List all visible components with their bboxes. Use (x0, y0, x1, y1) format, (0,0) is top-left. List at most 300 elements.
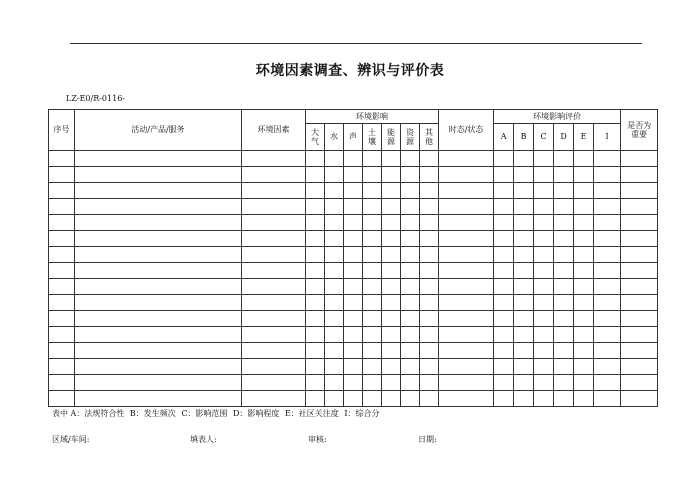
table-cell (574, 231, 594, 247)
table-cell (75, 247, 242, 263)
table-cell (594, 167, 621, 183)
footer-date-label: 日期: (418, 435, 437, 444)
table-cell (75, 327, 242, 343)
table-cell (75, 391, 242, 407)
table-cell (594, 359, 621, 375)
table-cell (49, 199, 75, 215)
table-cell (514, 343, 534, 359)
table-cell (494, 151, 514, 167)
table-cell (75, 215, 242, 231)
table-cell (325, 279, 344, 295)
table-cell (494, 231, 514, 247)
table-cell (420, 231, 439, 247)
header-environmental-factor: 环境因素 (242, 110, 306, 151)
table-cell (514, 183, 534, 199)
table-cell (621, 327, 658, 343)
table-cell (363, 391, 382, 407)
header-row-top (49, 110, 658, 124)
table-cell (574, 327, 594, 343)
table-cell (325, 151, 344, 167)
table-cell (242, 279, 306, 295)
header-eval-c: C (534, 124, 554, 151)
table-cell (439, 279, 494, 295)
table-cell (534, 151, 554, 167)
table-cell (574, 279, 594, 295)
assessment-table (48, 109, 658, 407)
table-cell (325, 263, 344, 279)
table-cell (534, 295, 554, 311)
table-cell (574, 215, 594, 231)
table-cell (534, 311, 554, 327)
legend-item-e: E：社区关注度 (284, 409, 339, 418)
table-cell (574, 199, 594, 215)
table-cell (344, 247, 363, 263)
table-cell (306, 151, 325, 167)
table-cell (49, 359, 75, 375)
table-cell (621, 279, 658, 295)
table-cell (242, 167, 306, 183)
table-cell (75, 311, 242, 327)
table-cell (420, 311, 439, 327)
table-cell (594, 279, 621, 295)
table-cell (439, 183, 494, 199)
header-impact-water (325, 124, 344, 151)
table-cell (242, 295, 306, 311)
table-cell (363, 279, 382, 295)
table-cell (344, 359, 363, 375)
table-cell (574, 359, 594, 375)
table-cell (242, 327, 306, 343)
table-cell (621, 231, 658, 247)
table-cell (401, 343, 420, 359)
table-cell (401, 295, 420, 311)
table-cell (382, 311, 401, 327)
table-cell (344, 311, 363, 327)
header-activity: 活动/产品/服务 (75, 110, 242, 151)
legend-item-c: C：影响范围 (181, 409, 228, 418)
header-is-important-line-1: 是否为 (627, 120, 652, 130)
table-cell (325, 183, 344, 199)
table-cell (554, 311, 574, 327)
header-impact-water-line-1: 水 (330, 132, 338, 142)
table-cell (344, 215, 363, 231)
table-cell (363, 263, 382, 279)
table-cell (242, 247, 306, 263)
table-cell (621, 215, 658, 231)
table-cell (574, 183, 594, 199)
header-eval-a: A (494, 124, 514, 151)
table-cell (534, 215, 554, 231)
table-cell (325, 167, 344, 183)
table-cell (344, 231, 363, 247)
table-cell (514, 295, 534, 311)
table-cell (439, 199, 494, 215)
table-cell (382, 199, 401, 215)
table-cell (306, 359, 325, 375)
table-cell (344, 263, 363, 279)
header-eval-i: I (594, 124, 621, 151)
table-cell (306, 327, 325, 343)
table-cell (594, 311, 621, 327)
header-impact-evaluation: 环境影响评价 (494, 110, 621, 124)
table-cell (554, 359, 574, 375)
table-cell (75, 151, 242, 167)
table-cell (420, 343, 439, 359)
header-impact-energy (382, 124, 401, 151)
table-cell (401, 311, 420, 327)
table-cell (401, 151, 420, 167)
legend-item-i: I：综合分 (344, 409, 380, 418)
table-cell (554, 295, 574, 311)
table-cell (325, 231, 344, 247)
table-cell (325, 295, 344, 311)
table-cell (621, 375, 658, 391)
header-impact-air-line-1: 大 (311, 127, 319, 137)
table-cell (534, 343, 554, 359)
table-cell (363, 183, 382, 199)
table-cell (75, 199, 242, 215)
header-impact-soil-line-2: 壤 (368, 137, 376, 146)
table-cell (382, 359, 401, 375)
table-cell (420, 199, 439, 215)
table-cell (363, 167, 382, 183)
table-cell (594, 183, 621, 199)
table-cell (325, 327, 344, 343)
table-cell (382, 343, 401, 359)
table-cell (554, 215, 574, 231)
table-cell (554, 263, 574, 279)
table-cell (401, 231, 420, 247)
table-cell (242, 391, 306, 407)
table-cell (494, 327, 514, 343)
table-cell (242, 231, 306, 247)
table-cell (401, 199, 420, 215)
table-cell (344, 151, 363, 167)
table-cell (49, 263, 75, 279)
table-row (49, 343, 658, 359)
table-cell (534, 183, 554, 199)
table-cell (554, 247, 574, 263)
table-cell (621, 199, 658, 215)
table-row (49, 231, 658, 247)
table-cell (420, 375, 439, 391)
table-cell (242, 263, 306, 279)
table-cell (439, 263, 494, 279)
table-cell (75, 263, 242, 279)
table-cell (554, 183, 574, 199)
table-cell (534, 199, 554, 215)
table-cell (514, 391, 534, 407)
table-row (49, 279, 658, 295)
table-cell (49, 183, 75, 199)
table-cell (494, 167, 514, 183)
table-cell (494, 215, 514, 231)
header-environmental-impact: 环境影响 (306, 110, 439, 124)
table-cell (514, 263, 534, 279)
table-cell (49, 391, 75, 407)
table-cell (594, 215, 621, 231)
table-cell (594, 263, 621, 279)
footer-reviewer-label: 审核: (308, 435, 327, 444)
table-row (49, 215, 658, 231)
table-cell (574, 343, 594, 359)
table-cell (554, 391, 574, 407)
table-cell (420, 167, 439, 183)
header-impact-air-line-2: 气 (311, 137, 319, 146)
table-cell (401, 279, 420, 295)
table-cell (382, 183, 401, 199)
table-cell (344, 183, 363, 199)
table-cell (594, 391, 621, 407)
table-row (49, 295, 658, 311)
table-cell (325, 375, 344, 391)
header-seq: 序号 (49, 110, 75, 151)
table-cell (325, 343, 344, 359)
table-cell (325, 215, 344, 231)
table-cell (382, 151, 401, 167)
table-cell (534, 263, 554, 279)
table-cell (439, 151, 494, 167)
table-cell (514, 359, 534, 375)
table-cell (534, 231, 554, 247)
table-cell (534, 167, 554, 183)
table-cell (439, 295, 494, 311)
table-cell (382, 167, 401, 183)
table-cell (494, 359, 514, 375)
table-cell (306, 375, 325, 391)
table-cell (514, 231, 534, 247)
table-cell (401, 263, 420, 279)
table-cell (49, 167, 75, 183)
table-cell (382, 391, 401, 407)
table-cell (382, 375, 401, 391)
table-cell (306, 295, 325, 311)
table-cell (306, 231, 325, 247)
table-row (49, 375, 658, 391)
table-cell (594, 375, 621, 391)
table-row (49, 391, 658, 407)
table-cell (621, 247, 658, 263)
table-cell (420, 295, 439, 311)
table-cell (494, 263, 514, 279)
table-cell (344, 327, 363, 343)
table-cell (621, 263, 658, 279)
table-cell (621, 295, 658, 311)
table-cell (363, 311, 382, 327)
table-cell (514, 199, 534, 215)
table-cell (363, 215, 382, 231)
table-cell (420, 279, 439, 295)
table-cell (439, 247, 494, 263)
table-cell (554, 327, 574, 343)
table-row (49, 327, 658, 343)
table-cell (514, 167, 534, 183)
top-rule (70, 43, 642, 44)
table-cell (325, 311, 344, 327)
table-cell (306, 311, 325, 327)
table-cell (554, 151, 574, 167)
table-cell (439, 343, 494, 359)
header-impact-soil (363, 124, 382, 151)
table-cell (344, 167, 363, 183)
table-cell (534, 327, 554, 343)
table-cell (306, 263, 325, 279)
header-is-important-line-2: 重要 (631, 130, 648, 139)
table-cell (382, 279, 401, 295)
table-row (49, 263, 658, 279)
table-cell (363, 343, 382, 359)
legend-item-d: D：影响程度 (232, 409, 280, 418)
header-impact-other (420, 124, 439, 151)
legend-item-b: B：发生频次 (129, 409, 176, 418)
header-impact-resources (401, 124, 420, 151)
table-cell (242, 343, 306, 359)
table-cell (49, 231, 75, 247)
table-cell (439, 167, 494, 183)
table-cell (363, 327, 382, 343)
table-cell (439, 327, 494, 343)
table-cell (574, 263, 594, 279)
table-cell (401, 359, 420, 375)
table-cell (534, 247, 554, 263)
table-cell (382, 263, 401, 279)
table-cell (75, 167, 242, 183)
table-cell (574, 295, 594, 311)
table-cell (420, 183, 439, 199)
table-cell (621, 359, 658, 375)
table-cell (574, 311, 594, 327)
table-cell (382, 295, 401, 311)
table-cell (344, 343, 363, 359)
table-cell (306, 279, 325, 295)
table-cell (363, 199, 382, 215)
table-cell (75, 279, 242, 295)
table-cell (420, 391, 439, 407)
table-cell (420, 215, 439, 231)
table-row (49, 167, 658, 183)
table-cell (382, 247, 401, 263)
table-cell (494, 391, 514, 407)
table-cell (363, 375, 382, 391)
header-impact-energy-line-2: 源 (387, 137, 395, 146)
header-impact-air (306, 124, 325, 151)
table-cell (242, 199, 306, 215)
table-cell (420, 247, 439, 263)
table-cell (75, 375, 242, 391)
table-cell (439, 311, 494, 327)
legend-item-a: 表中 A：法规符合性 (52, 409, 125, 418)
table-cell (621, 343, 658, 359)
table-cell (534, 279, 554, 295)
table-cell (494, 247, 514, 263)
table-cell (49, 327, 75, 343)
table-cell (534, 375, 554, 391)
table-row (49, 311, 658, 327)
table-cell (344, 391, 363, 407)
table-cell (344, 295, 363, 311)
table-cell (382, 215, 401, 231)
table-cell (594, 247, 621, 263)
table-cell (574, 391, 594, 407)
table-cell (49, 215, 75, 231)
header-eval-e: E (574, 124, 594, 151)
table-cell (554, 279, 574, 295)
header-impact-resources-line-1: 资 (406, 127, 414, 137)
table-cell (420, 151, 439, 167)
table-cell (554, 231, 574, 247)
table-cell (49, 247, 75, 263)
table-cell (574, 151, 594, 167)
table-cell (621, 167, 658, 183)
table-row (49, 151, 658, 167)
table-cell (306, 215, 325, 231)
table-cell (621, 151, 658, 167)
table-cell (325, 247, 344, 263)
table-cell (494, 279, 514, 295)
header-is-important (621, 110, 658, 151)
table-cell (514, 311, 534, 327)
table-cell (420, 327, 439, 343)
table-cell (401, 391, 420, 407)
table-cell (242, 151, 306, 167)
table-cell (401, 327, 420, 343)
table-cell (242, 375, 306, 391)
table-cell (344, 199, 363, 215)
table-cell (306, 183, 325, 199)
table-cell (439, 375, 494, 391)
table-cell (514, 247, 534, 263)
table-cell (306, 199, 325, 215)
header-impact-other-line-1: 其 (425, 127, 434, 137)
table-cell (594, 151, 621, 167)
footer-area-label: 区域/车间: (52, 435, 90, 444)
table-cell (306, 391, 325, 407)
header-impact-noise-line-1: 声 (349, 132, 357, 142)
table-cell (514, 215, 534, 231)
table-cell (494, 199, 514, 215)
table-cell (554, 375, 574, 391)
table-cell (494, 295, 514, 311)
table-cell (75, 359, 242, 375)
table-cell (363, 295, 382, 311)
table-row (49, 247, 658, 263)
table-cell (594, 231, 621, 247)
legend (52, 408, 383, 419)
table-cell (420, 359, 439, 375)
table-cell (439, 215, 494, 231)
table-cell (494, 343, 514, 359)
table-cell (621, 311, 658, 327)
table-cell (534, 391, 554, 407)
table-cell (382, 327, 401, 343)
table-cell (514, 327, 534, 343)
table-cell (75, 183, 242, 199)
document-code: LZ-E0/R-0116- (66, 94, 125, 103)
table-cell (494, 311, 514, 327)
table-cell (401, 215, 420, 231)
table-row (49, 183, 658, 199)
table-cell (401, 183, 420, 199)
table-cell (325, 199, 344, 215)
table-cell (574, 375, 594, 391)
table-cell (363, 247, 382, 263)
table-cell (621, 391, 658, 407)
table-cell (594, 343, 621, 359)
table-row (49, 199, 658, 215)
table-cell (439, 231, 494, 247)
table-cell (439, 359, 494, 375)
table-cell (325, 391, 344, 407)
